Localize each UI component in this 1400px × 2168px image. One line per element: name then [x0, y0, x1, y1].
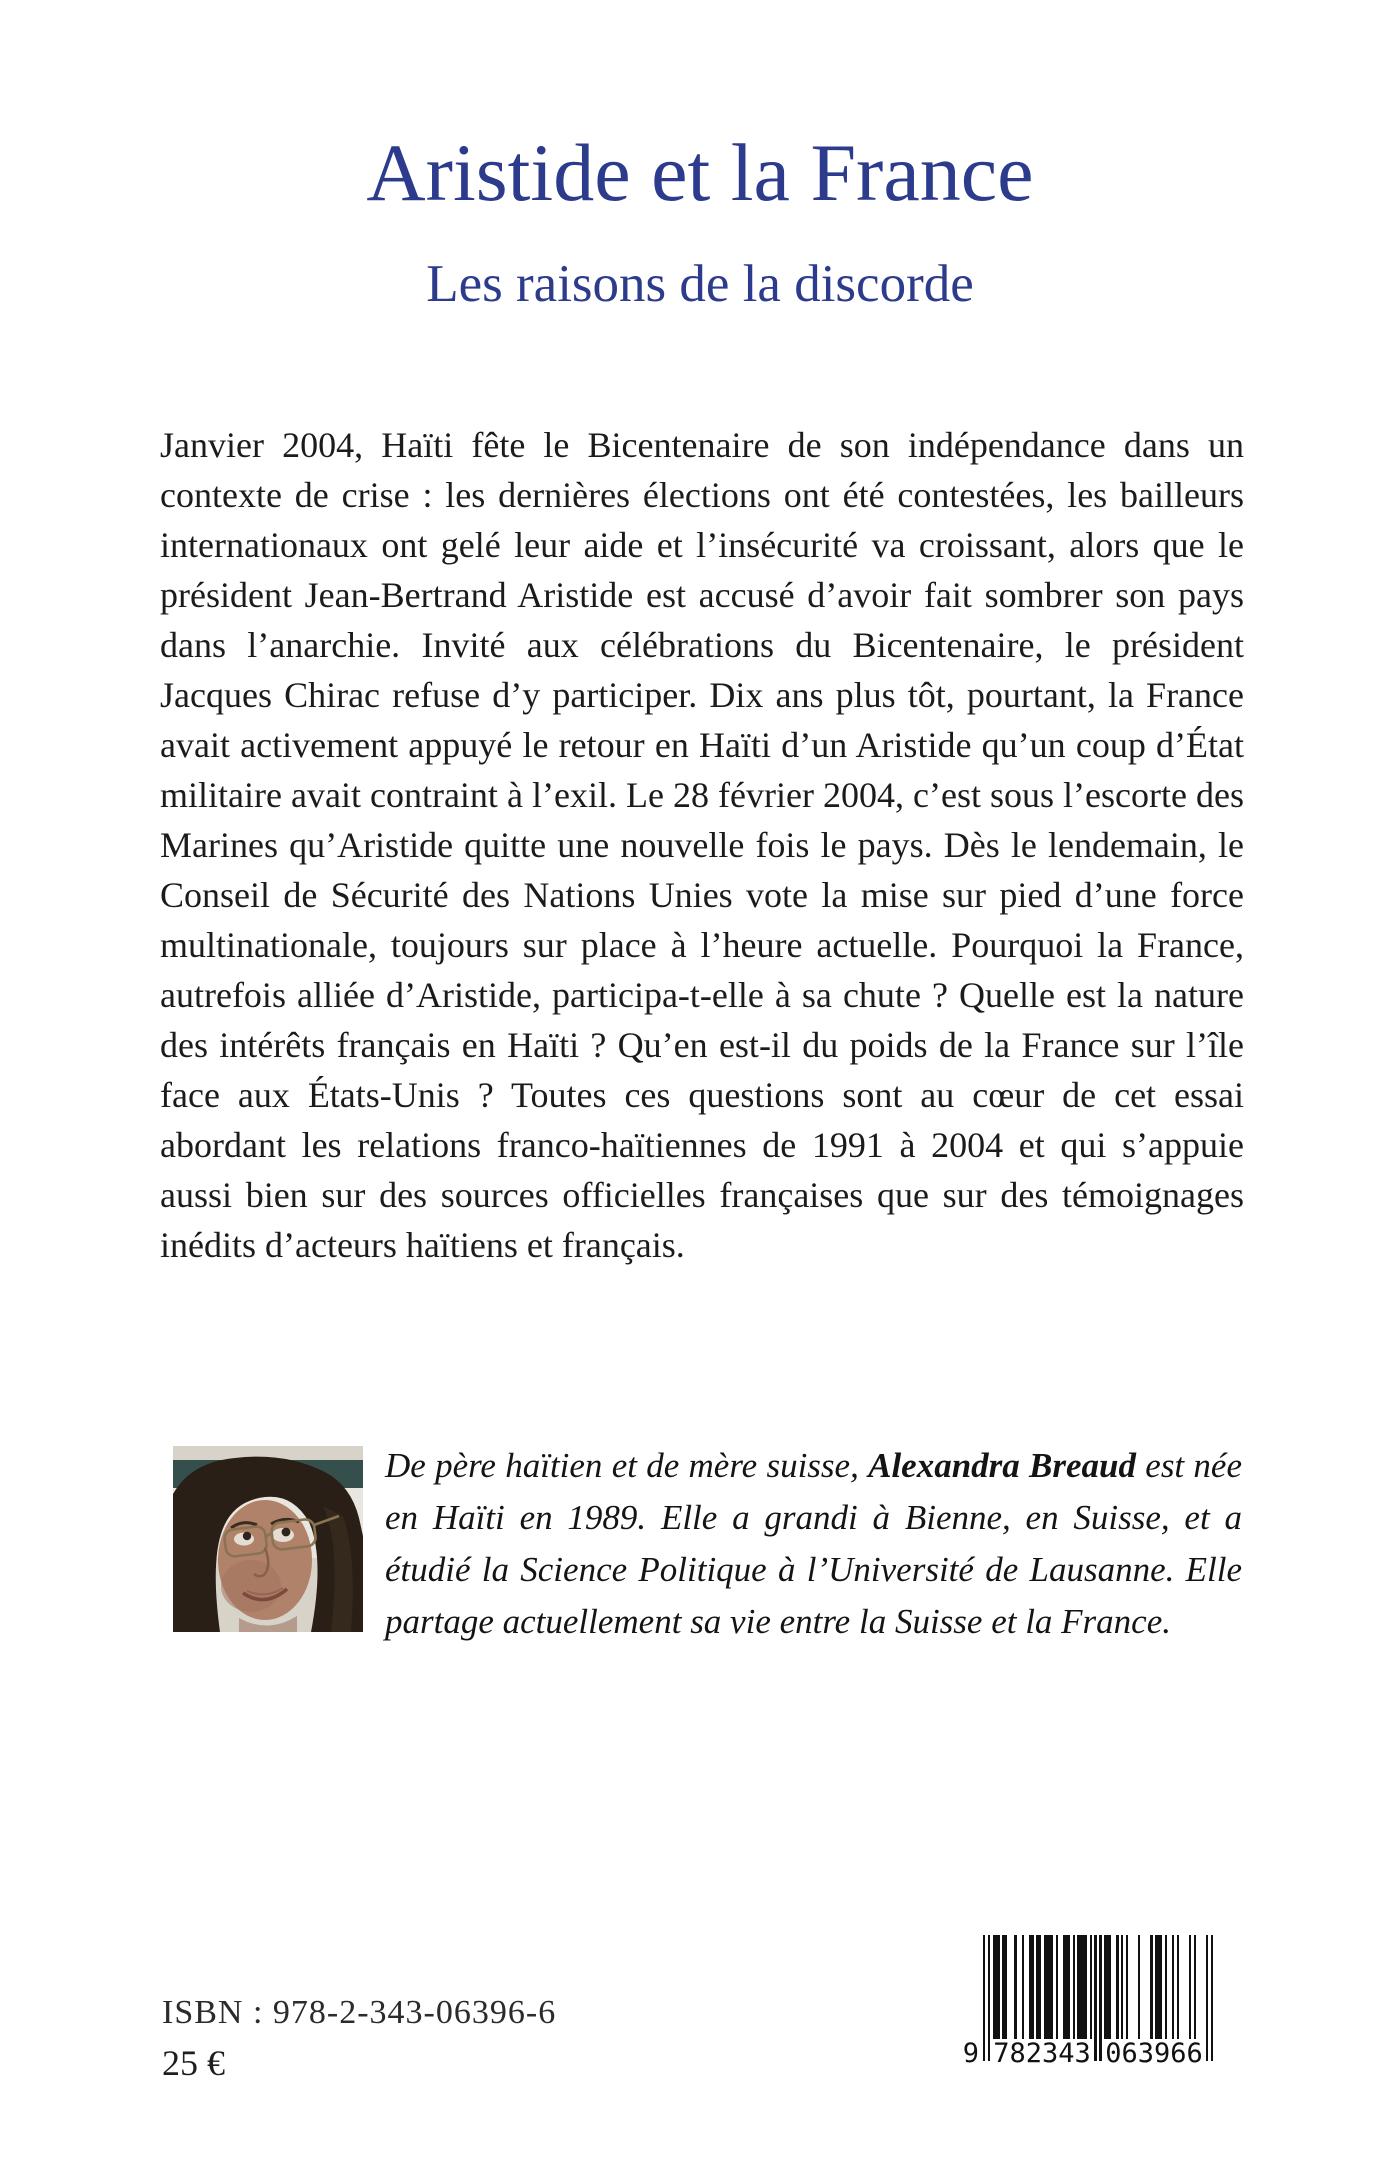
ean13-barcode: [962, 1935, 1214, 2071]
author-name: Alexandra Breaud: [868, 1446, 1137, 1485]
book-title: Aristide et la France: [366, 127, 1034, 218]
author-portrait-photo: [173, 1446, 363, 1632]
price-label: 25 €: [162, 2043, 225, 2083]
barcode-digit-first: 9: [962, 2038, 979, 2069]
barcode-digits-right: 063966: [1105, 2038, 1203, 2069]
book-subtitle: Les raisons de la discorde: [426, 255, 974, 313]
barcode-module: [1211, 1935, 1213, 2061]
author-bio: [385, 1440, 1242, 1648]
barcode-digits-left: 782343: [993, 2038, 1091, 2069]
isbn-label: ISBN : 978-2-343-06396-6: [162, 1994, 557, 2031]
author-bio-prefix: De père haïtien et de mère suisse,: [385, 1446, 869, 1485]
author-portrait-image: [173, 1446, 363, 1632]
author-bio-suffix: est née en Haïti en 1989. Elle a grandi à Bienne, en Suisse, et a étudié la Science Politique à l’Université de Lausanne. Elle partage actuellement sa vie entre la Suisse et la France.: [385, 1446, 1242, 1641]
synopsis-paragraph: Janvier 2004, Haïti fête le Bicentenaire de son indépendance dans un contexte de crise : les dernières élections ont été contestées, les bailleurs internationaux ont gelé leur aide et l’insécurité va croissant, alors que le président Jean-Bertrand Aristide est accusé d’avoir fait sombrer son pays dans l’anarchie. Invité aux célébrations du Bicentenaire, le président Jacques Chirac refuse d’y participer. Dix ans plus tôt, pourtant, la France avait activement appuyé le retour en Haïti d’un Aristide qu’un coup d’État militaire avait contraint à l’exil. Le 28 février 2004, c’est sous l’escorte des Marines qu’Aristide quitte une nouvelle fois le pays. Dès le lendemain, le Conseil de Sécurité des Nations Unies vote la mise sur pied d’une force multinationale, toujours sur place à l’heure actuelle. Pourquoi la France, autrefois alliée d’Aristide, participa-t-elle à sa chute ? Quelle est la nature des intérêts français en Haïti ? Qu’en est-il du poids de la France sur l’île face aux États-Unis ? Toutes ces questions sont au cœur de cet essai abordant les relations franco-haïtiennes de 1991 à 2004 et qui s’appuie aussi bien sur des sources officielles françaises que sur des témoignages inédits d’acteurs haïtiens et français.: [160, 425, 1244, 1265]
